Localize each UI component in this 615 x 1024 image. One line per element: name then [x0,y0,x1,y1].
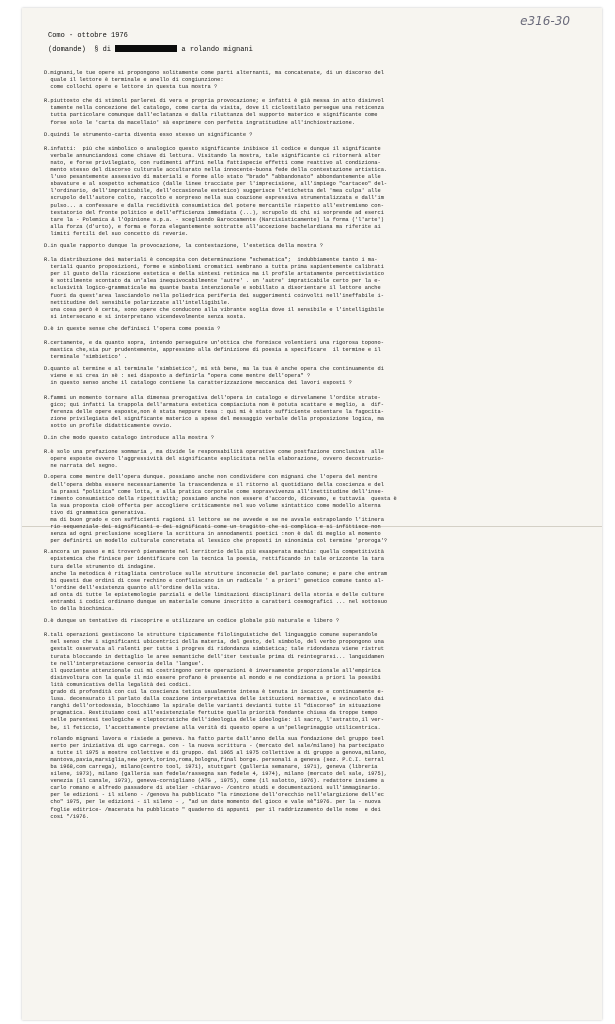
text-line: per le edizioni - il sileno - /genova ha pubblicato "la rimozione dell'orecchio nell'elargizione dell'ec [44,792,384,799]
text-line: pulso... a confessare e dalla recidività consumistica del potere mercantile rispetto all'estremismo con- [44,202,384,209]
text-line: R.la distribuzione dei materiali è concepita con determinazione "schematica"; indubbiamente tanto i ma- [44,257,378,264]
text-line: si intersecano e si interpretano vicendevolmente senza sosta. [44,313,247,320]
text-line: per il gusto della ricezione estetica e della sintesi retinica ma il profile artatamente percettivistico [44,271,384,278]
question-paragraph [44,435,594,442]
text-line: gico; qui infatti la trappola dell'armatura estetica compiaciuta nom è potuta scattare e meglio, a dif- [44,401,384,408]
question-paragraph [44,132,594,139]
text-line: gestalt osservata al ralenti per tutte i progres di ridondanza simbietica; tale ridondanza viene ristrut [44,646,384,653]
text-line: è sottilmente scontato da un'alea inequivocabilmente 'autre' . un 'autre' impraticabile certo per la e- [44,278,381,285]
text-line: ferenza delle opere esposte,non è stata neppure tesa : qui mi è stato sufficiente ostentare la fagocita- [44,408,384,415]
text-line: D.mignani,le tue opere si propongono solitamente come parti alternanti, ma concatenate, di un discorso del [44,70,384,76]
text-line: per definirti un modello culturale concretata al lessico che proposti in sinonimia col termine 'proroga'? [44,538,388,545]
text-line: lo della biochimica. [44,606,115,613]
text-line: R.è solo una prefazione sommaria , ma divide le responsabilità operative come postfazione conclusiva alle [44,449,384,456]
text-line: tivo di grammatica generativa. [44,509,147,516]
text-line: foglie editrice- /macerata ha pubblicato " quaderno di appunti per il raddrizzamento delle nome e dei [44,806,381,813]
text-line: silene, 1973), milano (galleria san fedele/rassegna san fedele 4, 1974), milano (mercato del sale, 1975), [44,771,388,778]
text-line: l'ordine dell'esistenza quanto all'ordine della vita. [44,584,221,591]
text-line: D.quanto al termine e al terminale 'simbietico', mi stà bene, ma la tua è anche opera che continuamente di [44,366,384,373]
text-line: l'ordinario, dell'impraticabile, dell'occasionale estetico) suggerisce l'etichetta del 'mea culpa' alle [44,188,381,195]
header-prefix: (domande) § di [48,46,112,54]
text-line: carlo romano e alfredo passadore di atelier -chiaravo- /centro studi e documentazioni sull'immaginario. [44,785,381,792]
interview-header [48,45,253,54]
answer-paragraph [44,395,594,430]
text-line: dell'opera debba essere necessariamente la trascendenza e il ritorno al quotidiano della coscienza e del [44,481,384,488]
text-line: lusa. decensurato il parlato dalla coazione interpretativa delle istituzioni normative, e svincolato dai [44,696,384,703]
text-line: quale il lettore è terminale e anello di congiunzione: [44,77,224,84]
answer-paragraph [44,449,594,470]
text-line: R.fammi un momento tornare alla dimensa prerogativa dell'opera in catalogo e dirvelamene l'ordite strate- [44,394,381,401]
question-paragraph [44,70,594,91]
text-line: serto per iniziativa di ugo carrega. con - la nuova scrittura - (mercato del sale/milano) ha partecipato [44,742,384,749]
text-line: verbale annunciandosi come chiave di lettura. Visitando la mostra, tale significante ci ritornerà alter [44,152,381,159]
text-line: fuori da quest'area lasciandolo nella poliedrica periferia dei suggerimenti coinvolti nell'ineffabile i- [44,292,384,299]
text-line: cosi "/1976. [44,813,89,820]
text-line: D.in che modo questo catalogo introduce alla mostra ? [44,435,214,442]
text-line: alla forza (d'urto), e forma e forza elegantemente sottratte all'accezione bachelardiana ma riferite ai [44,223,381,230]
text-line: R.infatti: più che simbolico o analogico questo significante inibisce il codice e dunque il significante [44,145,381,152]
text-line: D.è dunque un tentativo di riscoprire e utilizzare un codice globale più naturale e libero ? [44,618,340,625]
text-line: scrupolo dell'autore colto, raccolto e sorpreso nella sua coazione espressiva strumentalizzata e dall'im [44,195,384,202]
text-line: grado di profondità con cui la coscienza tetica usualmente intesa è tenuta in iscacco e continuamente e- [44,689,384,696]
text-line: ma di buon grado e con sufficienti ragioni il lettore se ne avvede e se ne avvale estrapolando l'itinera [44,516,384,523]
question-paragraph [44,366,594,387]
text-line: lità comunicativa della legalità dei codici. [44,681,192,688]
text-line: R.piuttosto che di stimoli parlerei di vera e propria provocazione; e infatti è già messa in atto disinvol [44,98,384,105]
text-line: disinvoltura con la quale il mio essere profano è presente al mondo e ne condiziona a priori la possibi [44,674,381,681]
text-line: in questo senso anche il catalogo contiene la caratterizzazione meccanica dei lavori esposti ? [44,380,352,387]
text-line: bi questi due ordini di cose rechino e confluiscano in un radicale ' a priori' genetico comune tanto al- [44,577,384,584]
header-suffix: a rolando mignani [181,46,253,54]
text-line: anche la metodica è ritagliata centroluce sulle strutture inconscie del parlato comune; e pare che entram [44,570,388,577]
question-paragraph [44,243,594,250]
text-line: sclusività logico-grammaticale ma quante basta intenzionale e sobillato a disorientare il lettore anche [44,285,381,292]
text-line: nel senso che i significanti ubicentrici della materia, del gesto, del simbolo, del verbo propongono una [44,639,384,646]
text-line: nato, e forse privilegiato, con rudimenti affini nella fattispecie effetti come reattivo al condiziona- [44,159,381,166]
text-line: tamente nella concezione del catalogo, come carta da visita, dove il ciclostilato persegue una reticenza [44,105,384,112]
question-paragraph [44,618,594,625]
text-line: zione privilegiata del significante materico a spese del messaggio verbale della proposizione logica, ma [44,415,384,422]
text-line: senza ad ogni preclusione scegliere la scrittura in annodamenti poetici :non è dal di meglio al momento [44,531,381,538]
text-line: pragmatica. Restituiamo così all'esistenziale fertuite quella priorità fondante chiusa da troppe tempo [44,710,378,717]
text-line: terminale 'simbietico' . [44,354,128,361]
answer-paragraph [44,257,594,321]
text-line: opere esposte ovvero l'aggressività del significante esplicitata nella elaborazione, ovvero decostruzio- [44,456,384,463]
text-line: D.in quale rapporto dunque la provocazione, la contestazione, l'estetica della mostra ? [44,242,323,249]
document-page [22,8,602,1020]
text-line: mantova,pavia,marsiglia,new york,torino,roma,bologna,final borge. personali a geneva (sez. P.C.I. terral [44,756,384,763]
question-paragraph [44,326,594,333]
text-line: R.ancora un passo e mi troverò pienamente nel territorio della più esasperata machia: quella competitività [44,549,384,556]
text-line: l'uso pesantemente assessivo di materiali e forme allo stato "brado" "abbandonato" abbondantemente alle [44,174,381,181]
text-line: venezia (il canale, 1973), geneva-cornigliano (ATG , 1975), come (il salotto, 1976). redattore insieme a [44,778,384,785]
text-line: rolando mignani lavora e risiede a geneva. ha fatto parte dall'anno della sua fondazione del gruppo teel [44,735,384,742]
text-line: come collochi opere e lettore in questa tua mostra ? [44,84,218,91]
redacted-name [115,45,177,52]
text-line: tutta particolare comunque dall'eclatanza e dalla riluttanza del supporto materico e significante come [44,112,378,119]
answer-paragraph [44,146,594,238]
text-line: cho" 1975, per le edizioni - il sileno - , "ad un date momento del gioco e vale sè"1976. per la - nuova [44,799,381,806]
text-line: nettitudine del sensibile polarizzate all'intelligibile. [44,299,230,306]
text-line: la prassi "politica" come lotta, e alla pratica corporale come sopravvivenza all'inettitudine dell'inse- [44,488,384,495]
text-line: R.tali operazioni gestiscono le strutture tipicamente filolinguistiche del linguaggio comune superandole [44,632,378,639]
text-line: una cosa però è certa, sono opere che conducono alla vibrante soglia dove il sensibile e l'intelligibile [44,306,384,313]
text-line: sbavature e al sospetto schematico (dalle linee tracciate per l'imprecisione, all'impiego "cartaceo" del- [44,181,388,188]
text-line: D.opera come mentre dell'opera dunque. possiamo anche non condividere con mignani che l'opera del mentre [44,474,378,481]
text-line: ranghi dell'ortodossia, blocchiamo la spirale delle varianti devianti tutte il "discorso" in situazione [44,703,381,710]
date-line: Como - ottobre 1976 [48,32,128,40]
text-line: be, il feticcio, l'accettamente previene alla verità di questo opere a un'pellegrinaggio utilicentrica. [44,724,381,731]
handwritten-note: e316-30 [520,14,570,28]
text-line: nelle parentesi teologiche e cleptocratiche dell'ideologia delle ideologie: il sacro, l'astratto,il ver- [44,717,384,724]
text-line: tura delle strumento di indagine. [44,563,157,570]
text-line: rio sequenziale dei significanti e dei significati come un tragitto che si complica e si infittisce non [44,524,381,531]
text-line: mastica che,sia pur prudentemente, appressimo alla definizione di poesia a specificare il termine e il [44,347,381,354]
text-line: te nell'interpretazione censoria della 'langue'. [44,660,205,667]
text-line: D.quindi le strumento-carta diventa esso stesso un significante ? [44,131,253,138]
text-line: viene e si crea in sè : sei disposto a definirla "opera come mentre dell'opera" ? [44,373,311,380]
text-line: tare la - Polemica & l'Opinione s.p.a. - scegliendo Baroccamente (Narcisisticamente) la forma ('l'arte') [44,216,384,223]
text-line: forse solo le 'carta da macellaio' sà esprimere con perfetta ingratitudine all'inchiostrazione. [44,119,356,126]
text-line: a tutte il 1975 a mostre collettive e di gruppo. dal 1965 al 1975 collettive a di gruppo a genova,milano, [44,749,388,756]
text-line: ad onta di tutte le epistemologie parziali e delle limitazioni disciplinari della storia e delle culture [44,591,384,598]
text-line: ba 1968,com carrega), milano(centro tool, 1971), stuttgart (galleria semanare, 1971), geneva (libreria [44,763,378,770]
text-line: teriali quanto proposizioni, forme e simbolismi cromatici sembrano a tutta prima sapientemente calibrati [44,264,384,271]
text-line: il quoziente attenzionale cui mi costringono certe operazioni è inversamente proporzionale all'empirica [44,667,381,674]
text-line: la sua proposta cioè offerta per accogliere criticamente nel suo volume sintattico come modello alterna [44,502,381,509]
text-line: sotto un profile didatticamente ovvio. [44,422,173,429]
answer-paragraph [44,736,594,821]
text-line: ne narrata del segno. [44,463,118,470]
text-line: entrambi i codici ordinano dunque un materiale comune inscritto a caratteri cosmografici ... nel sottosuo [44,599,388,605]
answer-paragraph [44,474,594,545]
answer-paragraph [44,98,594,126]
text-line: epistemica che finisce per identificare con la tecnica la poesia, rettificando in tale orizzonte la tara [44,556,384,563]
text-line: limiti fertili del suo concetto di reverie. [44,230,189,237]
answer-paragraph [44,549,594,613]
answer-paragraph [44,340,594,361]
text-line: rimento consumistico della ripetitività; possiamo anche non essere d'accordo, dicevamo, e tuttavia questa è [44,495,397,502]
text-line: testatorio del fronte politico e dell'efficienza immediata (...), scrupolo di chi si sorprende ad eserci [44,209,384,216]
answer-paragraph [44,632,594,731]
text-line: mento stesso del discorso culturale accultarato nella innocente-buona fede della contestazione artistica. [44,167,388,174]
text-line: D.è in queste sense che definisci l'opera come poesia ? [44,325,221,332]
interview-body [44,65,594,825]
text-line: R.certamente, e da quanto sopra, intendo perseguire un'ottica che formisce volentieri una rigorosa topono- [44,340,384,346]
text-line: turata bloccando in dettaglio le aree semantiche dell'iter testuale prima di reintegrarsi... languidamen [44,653,384,660]
